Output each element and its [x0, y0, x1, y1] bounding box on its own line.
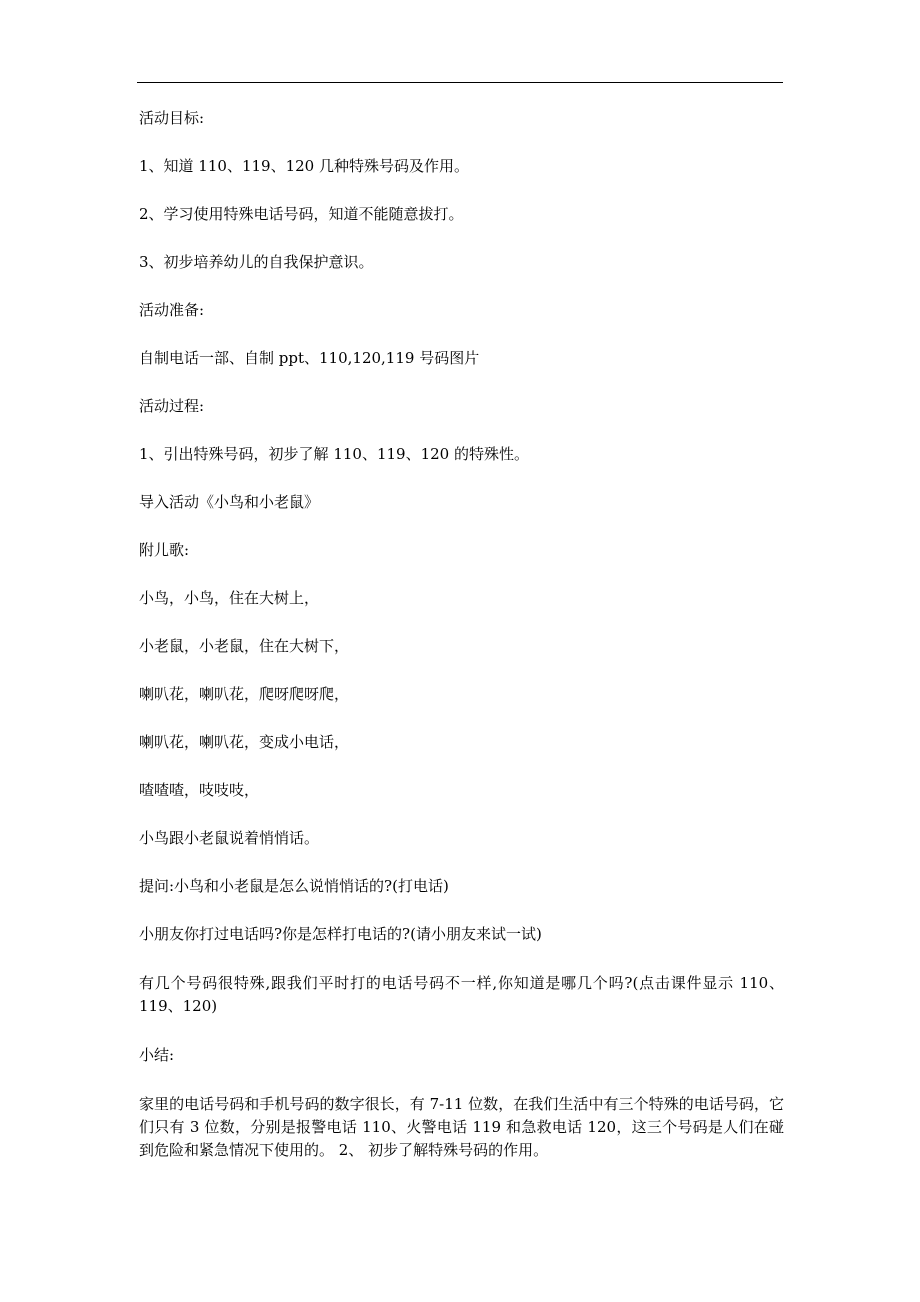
section-heading-preparation: 活动准备: — [139, 301, 205, 319]
goal-item-2: 2、学习使用特殊电话号码，知道不能随意拔打。 — [139, 205, 464, 223]
question-3: 有几个号码很特殊,跟我们平时打的电话号码不一样,你知道是哪几个吗?(点击课件显示 110、119、120) — [139, 974, 784, 1015]
process-step-1: 1、引出特殊号码，初步了解 110、119、120 的特殊性。 — [139, 445, 529, 463]
question-2: 小朋友你打过电话吗?你是怎样打电话的?(请小朋友来试一试) — [139, 925, 542, 943]
goal-item-1: 1、知道 110、119、120 几种特殊号码及作用。 — [139, 157, 469, 175]
song-line-5: 喳喳喳，吱吱吱， — [139, 781, 260, 799]
summary-heading: 小结: — [139, 1046, 175, 1064]
intro-activity: 导入活动《小鸟和小老鼠》 — [139, 493, 320, 511]
goal-item-3: 3、初步培养幼儿的自我保护意识。 — [139, 253, 374, 271]
summary-text: 家里的电话号码和手机号码的数字很长，有 7-11 位数，在我们生活中有三个特殊的电话号码，它们只有 3 位数，分别是报警电话 110、火警电话 119 和急救电话 120，这三个号码是人们在碰到危险和紧急情况下使用的。 2、 初步了解特殊号码的作用。 — [139, 1095, 784, 1159]
song-line-4: 喇叭花，喇叭花，变成小电话， — [139, 733, 350, 751]
header-rule — [137, 82, 783, 83]
song-line-1: 小鸟，小鸟，住在大树上， — [139, 589, 320, 607]
section-heading-goals: 活动目标: — [139, 109, 205, 127]
question-1: 提问:小鸟和小老鼠是怎么说悄悄话的?(打电话) — [139, 877, 449, 895]
song-line-6: 小鸟跟小老鼠说着悄悄话。 — [139, 829, 320, 847]
document-body — [139, 108, 784, 1189]
preparation-text: 自制电话一部、自制 ppt、110,120,119 号码图片 — [139, 349, 480, 367]
song-line-3: 喇叭花，喇叭花，爬呀爬呀爬， — [139, 685, 350, 703]
section-heading-process: 活动过程: — [139, 397, 205, 415]
song-heading: 附儿歌: — [139, 541, 190, 559]
song-line-2: 小老鼠，小老鼠，住在大树下， — [139, 637, 350, 655]
